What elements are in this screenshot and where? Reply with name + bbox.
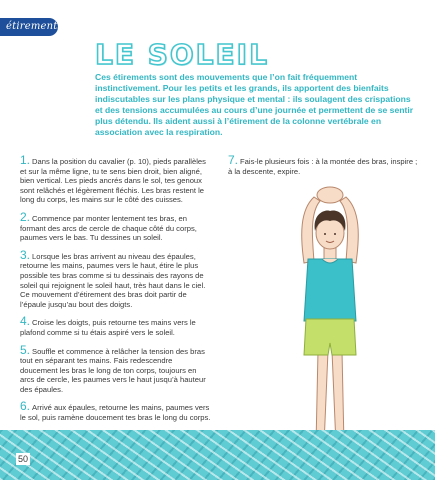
page-title: LE SOLEIL [95,38,269,71]
step-7 [228,153,418,176]
step-text: Commence par monter lentement tes bras, en formant des arcs de cercle de chaque côté du corps, paumes vers le bas. Tu dessines un soleil. [20,213,197,243]
section-tag: étirements [0,18,58,36]
step-number: 5. [20,342,31,357]
step-4 [20,314,212,337]
intro-paragraph: Ces étirements sont des mouvements que l’on fait fréquemment instinctivement. Pour les petits et les grands, ils apportent des bienfaits indiscutables sur les plans physique et mental : ils soulagent des crispations et des tensions accumulées au cours d’une journée et permettent de se sentir plus détendu. Ils aident aussi à l’étirement de la colonne vertébrale en association avec la respiration. [95,72,414,137]
steps-column-left [20,153,212,431]
step-number: 6. [20,399,31,414]
step-text: Souffle et commence à relâcher la tension des bras tout en séparant tes mains. Fais redescendre doucement les bras le long de ton corps, toujours en arcs de cercle, les paumes vers le haut jusqu’à hauteur des épaules. [20,346,206,394]
step-2 [20,209,212,243]
step-text: Fais-le plusieurs fois : à la montée des bras, inspire ; à la descente, expire. [228,157,418,176]
decorative-pattern-band [0,430,435,480]
step-5 [20,342,212,395]
step-text: Lorsque les bras arrivent au niveau des épaules, retourne les mains, paumes vers le haut, étire le plus possible tes bras comme si tu dessinais des rayons de soleil qui rejoignent le soleil haut, très haut dans le ciel. Ce mouvement d’étirement des bras doit partir de l’épaule jusqu’au bout des doigts. [20,251,206,309]
page-number: 50 [18,454,29,464]
step-number: 7. [228,153,239,167]
step-text: Dans la position du cavalier (p. 10), pieds parallèles et sur la même ligne, tu te sens bien droit, bien aligné, bien vertical. Les pieds ancrés dans le sol, tes genoux sont relâchés et légèrement fléchis. Les bras restent le long du corps, les mains sur le côté des cuisses. [20,157,206,205]
step-1 [20,153,212,205]
step-number: 2. [20,209,31,224]
step-text: Croise les doigts, puis retourne tes mains vers le plafond comme si tu étais aspiré vers le soleil. [20,318,196,337]
step-3 [20,247,212,310]
step-6 [20,399,212,423]
step-number: 4. [20,314,31,329]
step-number: 3. [20,247,31,262]
step-text: Arrivé aux épaules, retourne les mains, paumes vers le sol, puis ramène doucement tes bras le long du corps. [20,403,211,423]
step-number: 1. [20,153,31,167]
